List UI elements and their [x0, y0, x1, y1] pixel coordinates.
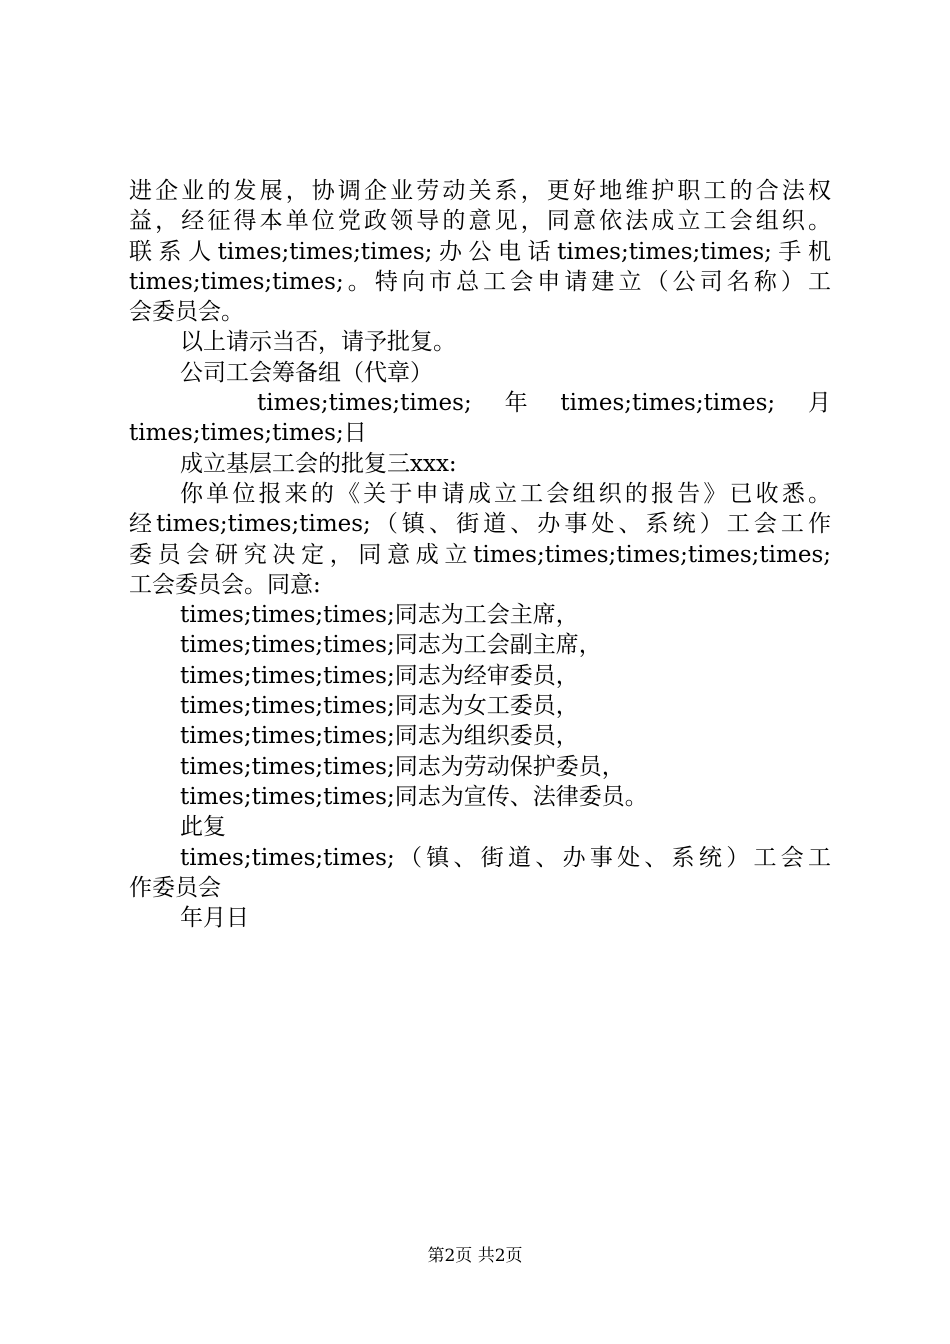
text-line: 会委员会。 — [129, 299, 244, 326]
list-item: times;times;times;同志为女工委员， — [180, 693, 579, 720]
date-line: 年月日 — [180, 905, 249, 932]
text-line: times;times;times;日 — [129, 420, 367, 447]
text-line: 益，经征得本单位党政领导的意见，同意依法成立工会组织。 — [129, 208, 831, 235]
list-item: times;times;times;同志为宣传、法律委员。 — [180, 783, 648, 810]
text-line: times;times;times;。特向市总工会申请建立（公司名称）工 — [129, 268, 831, 295]
text-line: 公司工会筹备组（代章） — [180, 359, 433, 386]
text-line: 经times;times;times;（镇、街道、办事处、系统）工会工作 — [129, 511, 831, 538]
text-line: 以上请示当否，请予批复。 — [180, 329, 456, 356]
section-heading: 成立基层工会的批复三xxx: — [180, 450, 457, 477]
page-number-footer: 第2页 共2页 — [427, 1246, 523, 1266]
date-line: times;times;times; 年 times;times;times; 月 — [257, 390, 831, 417]
text-line: 进企业的发展，协调企业劳动关系，更好地维护职工的合法权 — [129, 178, 831, 204]
text-line: 委员会研究决定，同意成立times;times;times;times;times; — [129, 541, 831, 568]
list-item: times;times;times;同志为组织委员， — [180, 723, 579, 750]
text-line: 此复 — [180, 814, 226, 841]
list-item: times;times;times;同志为工会主席， — [180, 602, 579, 629]
text-line: 工会委员会。同意: — [129, 571, 321, 598]
list-item: times;times;times;同志为工会副主席， — [180, 632, 602, 659]
list-item: times;times;times;同志为劳动保护委员， — [180, 753, 625, 780]
signature-line: 作委员会 — [129, 874, 221, 901]
signature-line: times;times;times;（镇、街道、办事处、系统）工会工 — [180, 844, 831, 871]
document-body — [129, 176, 831, 933]
text-line: 你单位报来的《关于申请成立工会组织的报告》已收悉。 — [180, 480, 831, 507]
list-item: times;times;times;同志为经审委员， — [180, 662, 579, 689]
text-line: 联系人times;times;times;办公电话times;times;times;手机 — [129, 238, 831, 265]
